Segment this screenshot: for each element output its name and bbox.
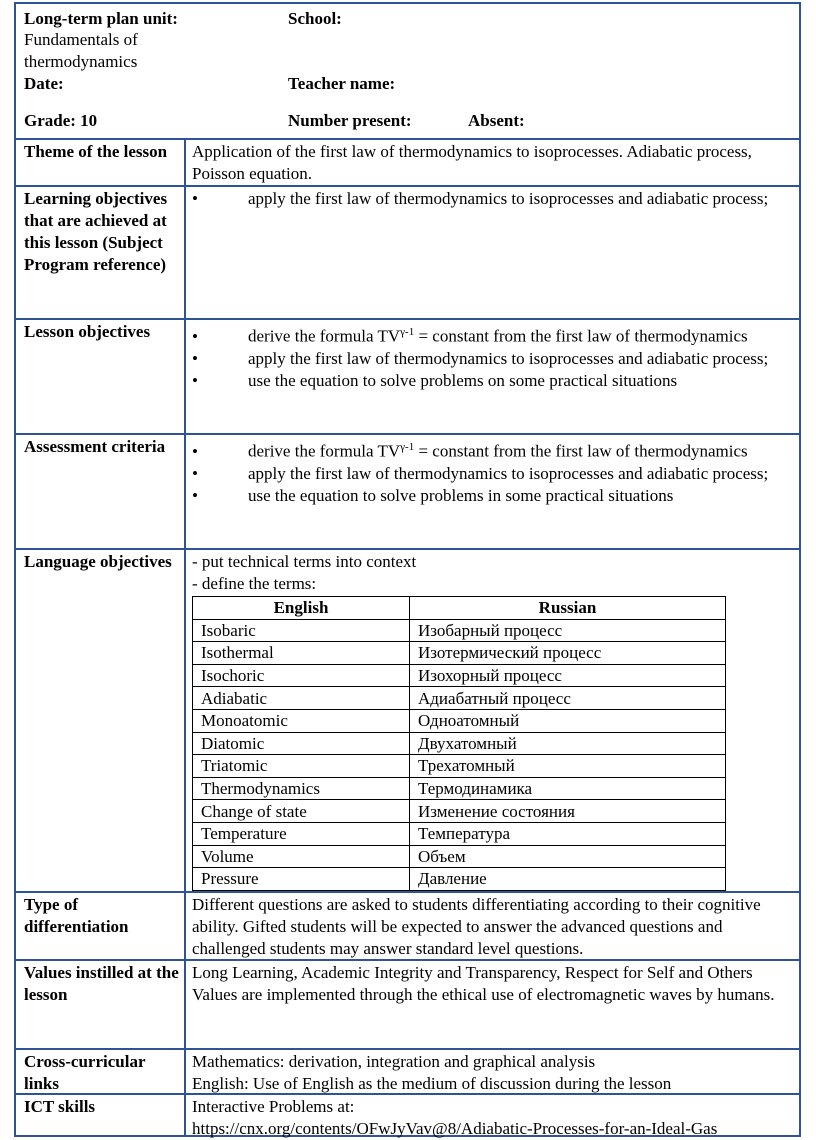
term-russian: Трехатомный bbox=[410, 755, 726, 778]
table-row bbox=[193, 845, 726, 868]
table-header-row bbox=[193, 597, 726, 620]
values-content bbox=[192, 962, 791, 1006]
table-row bbox=[193, 868, 726, 891]
crosscurricular-row bbox=[16, 1050, 799, 1095]
language-objectives-row bbox=[16, 550, 799, 893]
grade-label: Grade: 10 bbox=[24, 111, 98, 130]
ict-row bbox=[16, 1095, 799, 1139]
values-row bbox=[16, 961, 799, 1050]
lesson-objectives-row bbox=[16, 320, 799, 435]
crosscurricular-line: Mathematics: derivation, integration and graphical analysis bbox=[192, 1052, 596, 1071]
term-english: Pressure bbox=[193, 868, 410, 891]
language-objectives-label: Language objectives bbox=[24, 552, 172, 571]
formula-exponent: γ-1 bbox=[400, 326, 415, 338]
list-item bbox=[192, 436, 791, 463]
list-item-text: use the equation to solve problems in some practical situations bbox=[248, 485, 674, 505]
language-line: - define the terms: bbox=[192, 574, 317, 593]
unit-value-line1: Fundamentals of bbox=[24, 30, 138, 49]
differentiation-label: Type of differentiation bbox=[24, 895, 129, 936]
list-item bbox=[192, 463, 791, 485]
term-english: Isobaric bbox=[193, 619, 410, 642]
table-row bbox=[193, 619, 726, 642]
table-row bbox=[193, 732, 726, 755]
assessment-row bbox=[16, 435, 799, 550]
term-russian: Давление bbox=[410, 868, 726, 891]
table-row bbox=[193, 687, 726, 710]
term-russian: Изменение состояния bbox=[410, 800, 726, 823]
bullet-icon: • bbox=[192, 441, 198, 461]
assessment-list bbox=[192, 436, 791, 507]
crosscurricular-content bbox=[192, 1051, 791, 1095]
ict-label: ICT skills bbox=[24, 1097, 96, 1116]
bullet-icon: • bbox=[192, 348, 198, 368]
table-row bbox=[193, 642, 726, 665]
list-item bbox=[192, 485, 791, 507]
formula-text-rest: = constant from the first law of thermodynamics bbox=[414, 326, 748, 346]
term-russian: Температура bbox=[410, 822, 726, 845]
learning-objectives-label: Learning objectives that are achieved at this lesson (Subject Program reference) bbox=[24, 189, 168, 274]
term-english: Adiabatic bbox=[193, 687, 410, 710]
theme-text: Application of the first law of thermodynamics to isoprocesses. Adiabatic process, Poisson equation. bbox=[192, 142, 752, 183]
ict-line: Interactive Problems at: bbox=[192, 1097, 355, 1116]
term-russian: Изобарный процесс bbox=[410, 619, 726, 642]
bullet-icon: • bbox=[192, 189, 198, 208]
list-item bbox=[192, 321, 791, 348]
bullet-icon: • bbox=[192, 370, 198, 390]
table-row bbox=[193, 755, 726, 778]
term-english: Isothermal bbox=[193, 642, 410, 665]
list-item-text: apply the first law of thermodynamics to isoprocesses and adiabatic process; bbox=[248, 348, 769, 368]
lesson-objectives-label: Lesson objectives bbox=[24, 322, 151, 341]
differentiation-text: Different questions are asked to students differentiating according to their cognitive ability. Gifted students will be expected to answer the advanced questions and challenged students may answer standard level questions. bbox=[192, 895, 761, 958]
list-item-text: apply the first law of thermodynamics to isoprocesses and adiabatic process; bbox=[248, 463, 769, 483]
term-english: Monoatomic bbox=[193, 709, 410, 732]
bullet-icon: • bbox=[192, 485, 198, 505]
term-russian: Термодинамика bbox=[410, 777, 726, 800]
lesson-plan-table bbox=[14, 2, 801, 1137]
lesson-objectives-list bbox=[192, 321, 791, 392]
term-english: Change of state bbox=[193, 800, 410, 823]
table-row bbox=[193, 709, 726, 732]
bullet-icon: • bbox=[192, 326, 198, 346]
list-item bbox=[192, 188, 791, 210]
term-russian: Изотермический процесс bbox=[410, 642, 726, 665]
term-russian: Изохорный процесс bbox=[410, 664, 726, 687]
formula-exponent: γ-1 bbox=[400, 441, 415, 453]
theme-row bbox=[16, 140, 799, 187]
formula-text: derive the formula TV bbox=[248, 441, 401, 461]
header-section bbox=[16, 4, 799, 140]
list-item-text: use the equation to solve problems on some practical situations bbox=[248, 370, 678, 390]
column-header-english: English bbox=[193, 597, 410, 620]
ict-content bbox=[192, 1096, 791, 1140]
unit-value-line2: thermodynamics bbox=[24, 52, 138, 71]
teacher-label: Teacher name: bbox=[288, 74, 396, 93]
term-english: Isochoric bbox=[193, 664, 410, 687]
term-english: Volume bbox=[193, 845, 410, 868]
list-item bbox=[192, 370, 791, 392]
differentiation-row bbox=[16, 893, 799, 961]
table-row bbox=[193, 800, 726, 823]
term-russian: Одноатомный bbox=[410, 709, 726, 732]
term-russian: Адиабатный процесс bbox=[410, 687, 726, 710]
formula-text: derive the formula TV bbox=[248, 326, 401, 346]
crosscurricular-line: English: Use of English as the medium of discussion during the lesson bbox=[192, 1074, 672, 1093]
crosscurricular-label: Cross-curricular links bbox=[24, 1052, 146, 1093]
column-header-russian: Russian bbox=[410, 597, 726, 620]
formula-text-rest: = constant from the first law of thermodynamics bbox=[414, 441, 748, 461]
table-row bbox=[193, 822, 726, 845]
term-english: Triatomic bbox=[193, 755, 410, 778]
values-line: Long Learning, Academic Integrity and Transparency, Respect for Self and Others bbox=[192, 963, 753, 982]
learning-objectives-row bbox=[16, 187, 799, 320]
theme-label: Theme of the lesson bbox=[24, 142, 168, 161]
table-row bbox=[193, 777, 726, 800]
language-line: - put technical terms into context bbox=[192, 552, 417, 571]
ict-link[interactable]: https://cnx.org/contents/OFwJyVav@8/Adiabatic-Processes-for-an-Ideal-Gas bbox=[192, 1119, 718, 1138]
present-label: Number present: bbox=[288, 111, 412, 130]
unit-label: Long-term plan unit: bbox=[24, 9, 178, 28]
values-label: Values instilled at the lesson bbox=[24, 963, 179, 1004]
terms-table bbox=[192, 596, 726, 891]
school-label: School: bbox=[288, 9, 342, 28]
absent-label: Absent: bbox=[468, 111, 525, 130]
term-russian: Объем bbox=[410, 845, 726, 868]
assessment-label: Assessment criteria bbox=[24, 437, 166, 456]
term-english: Diatomic bbox=[193, 732, 410, 755]
bullet-icon: • bbox=[192, 463, 198, 483]
terms-table-body bbox=[193, 619, 726, 890]
values-line: Values are implemented through the ethical use of electromagnetic waves by humans. bbox=[192, 985, 775, 1004]
term-russian: Двухатомный bbox=[410, 732, 726, 755]
list-item bbox=[192, 348, 791, 370]
term-english: Thermodynamics bbox=[193, 777, 410, 800]
table-row bbox=[193, 664, 726, 687]
learning-objectives-list bbox=[192, 188, 791, 210]
date-label: Date: bbox=[24, 74, 64, 93]
list-item-text: apply the first law of thermodynamics to isoprocesses and adiabatic process; bbox=[248, 189, 769, 208]
language-objectives-content bbox=[192, 551, 791, 891]
term-english: Temperature bbox=[193, 822, 410, 845]
